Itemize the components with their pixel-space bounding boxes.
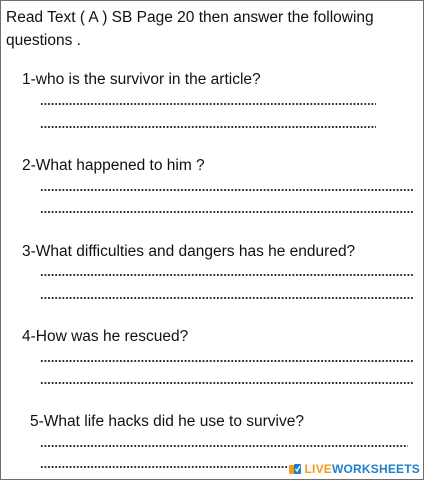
answer-line-4a[interactable]	[40, 360, 414, 362]
logo-text-live: LIVE	[304, 462, 332, 476]
question-3: 3-What difficulties and dangers has he endured?	[22, 243, 356, 260]
answer-line-5b[interactable]	[40, 466, 290, 468]
liveworksheets-logo	[288, 461, 421, 477]
question-1: 1-who is the survivor in the article?	[22, 71, 261, 88]
answer-line-3b[interactable]	[40, 297, 414, 299]
logo-text-worksheets: WORKSHEETS	[331, 462, 420, 476]
question-4: 4-How was he rescued?	[22, 328, 189, 345]
answer-line-5a[interactable]	[40, 445, 408, 447]
answer-line-1b[interactable]	[40, 126, 376, 128]
instructions-text: Read Text ( A ) SB Page 20 then answer the following questions .	[6, 9, 374, 49]
liveworksheets-logo-icon	[288, 462, 302, 476]
answer-line-3a[interactable]	[40, 274, 414, 276]
answer-line-2a[interactable]	[40, 189, 414, 191]
answer-line-4b[interactable]	[40, 382, 414, 384]
question-2: 2-What happened to him ?	[22, 157, 205, 174]
answer-line-2b[interactable]	[40, 211, 414, 213]
question-5: 5-What life hacks did he use to survive?	[30, 413, 304, 430]
answer-line-1a[interactable]	[40, 103, 376, 105]
